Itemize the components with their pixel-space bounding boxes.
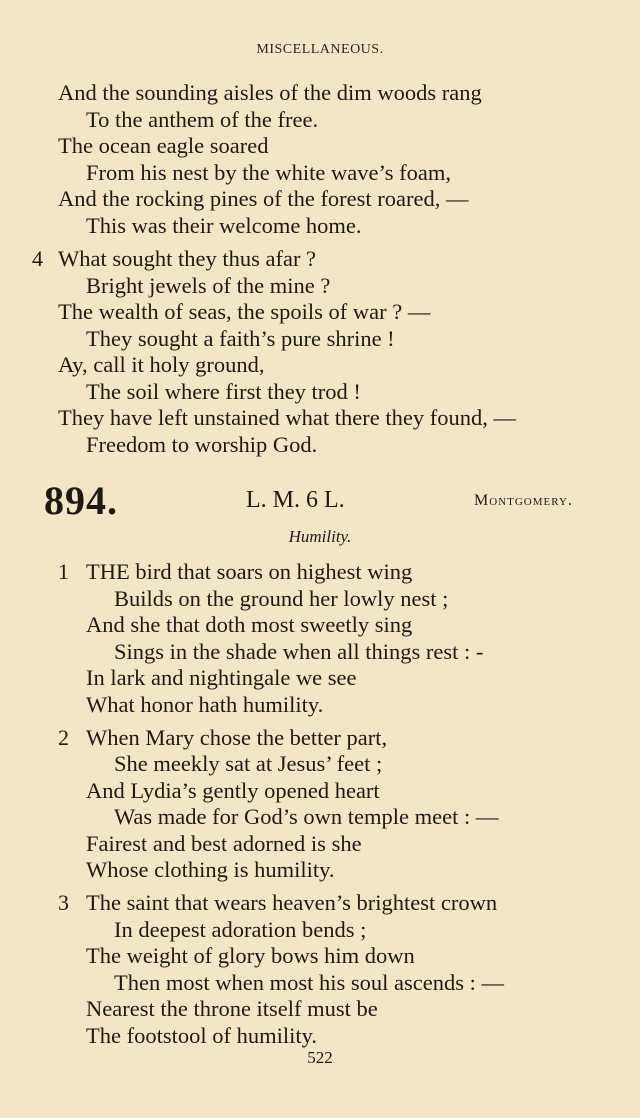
verse-line: Whose clothing is humility. (86, 857, 335, 882)
hymn-author: Montgomery. (474, 492, 573, 509)
verse-line: Fairest and best adorned is she (86, 831, 362, 856)
verse-line: And the sounding aisles of the dim woods rang (58, 80, 482, 105)
verse-line: What honor hath humility. (86, 692, 324, 717)
page-number: 522 (307, 1048, 333, 1067)
verse-line: Then most when most his soul ascends : — (114, 970, 504, 995)
hymn-number: 894. (44, 478, 118, 523)
verse-line: And she that doth most sweetly sing (86, 612, 413, 637)
verse-line: Freedom to worship God. (86, 432, 318, 457)
verse-line: From his nest by the white wave’s foam, (86, 160, 451, 185)
verse-line: Was made for God’s own temple meet : — (114, 804, 499, 829)
verse-line: The footstool of humility. (86, 1023, 318, 1048)
verse-line: To the anthem of the free. (86, 107, 319, 132)
verse-line: What sought they thus afar ? (58, 246, 317, 271)
verse-line: They have left unstained what there they found, — (58, 405, 516, 430)
hymn-subject: Humility. (288, 527, 352, 546)
verse-line: In deepest adoration bends ; (114, 917, 367, 942)
verse-line: When Mary chose the better part, (86, 725, 388, 750)
stanza-number: 2 (58, 725, 69, 750)
stanza-number: 1 (58, 559, 69, 584)
verse-line: Builds on the ground her lowly nest ; (114, 586, 449, 611)
stanza-number: 4 (32, 246, 43, 271)
verse-line: THE bird that soars on highest wing (86, 559, 413, 584)
verse-line: The ocean eagle soared (58, 133, 269, 158)
verse-line: Nearest the throne itself must be (86, 996, 378, 1021)
verse-line: She meekly sat at Jesus’ feet ; (114, 751, 383, 776)
verse-line: The saint that wears heaven’s brightest crown (86, 890, 498, 915)
verse-line: This was their welcome home. (86, 213, 362, 238)
verse-line: In lark and nightingale we see (86, 665, 357, 690)
verse-line: They sought a faith’s pure shrine ! (86, 326, 395, 351)
hymn-meter: L. M. 6 L. (246, 487, 345, 513)
verse-line: Bright jewels of the mine ? (86, 273, 331, 298)
verse-line: And the rocking pines of the forest roared, — (58, 186, 469, 211)
running-header: MISCELLANEOUS. (256, 42, 384, 57)
verse-line: The wealth of seas, the spoils of war ? — (58, 299, 431, 324)
stanza-number: 3 (58, 890, 69, 915)
verse-line: Ay, call it holy ground, (58, 352, 265, 377)
verse-line: The weight of glory bows him down (86, 943, 415, 968)
verse-line: Sings in the shade when all things rest : - (114, 639, 484, 664)
verse-line: The soil where first they trod ! (86, 379, 361, 404)
verse-line: And Lydia’s gently opened heart (86, 778, 380, 803)
